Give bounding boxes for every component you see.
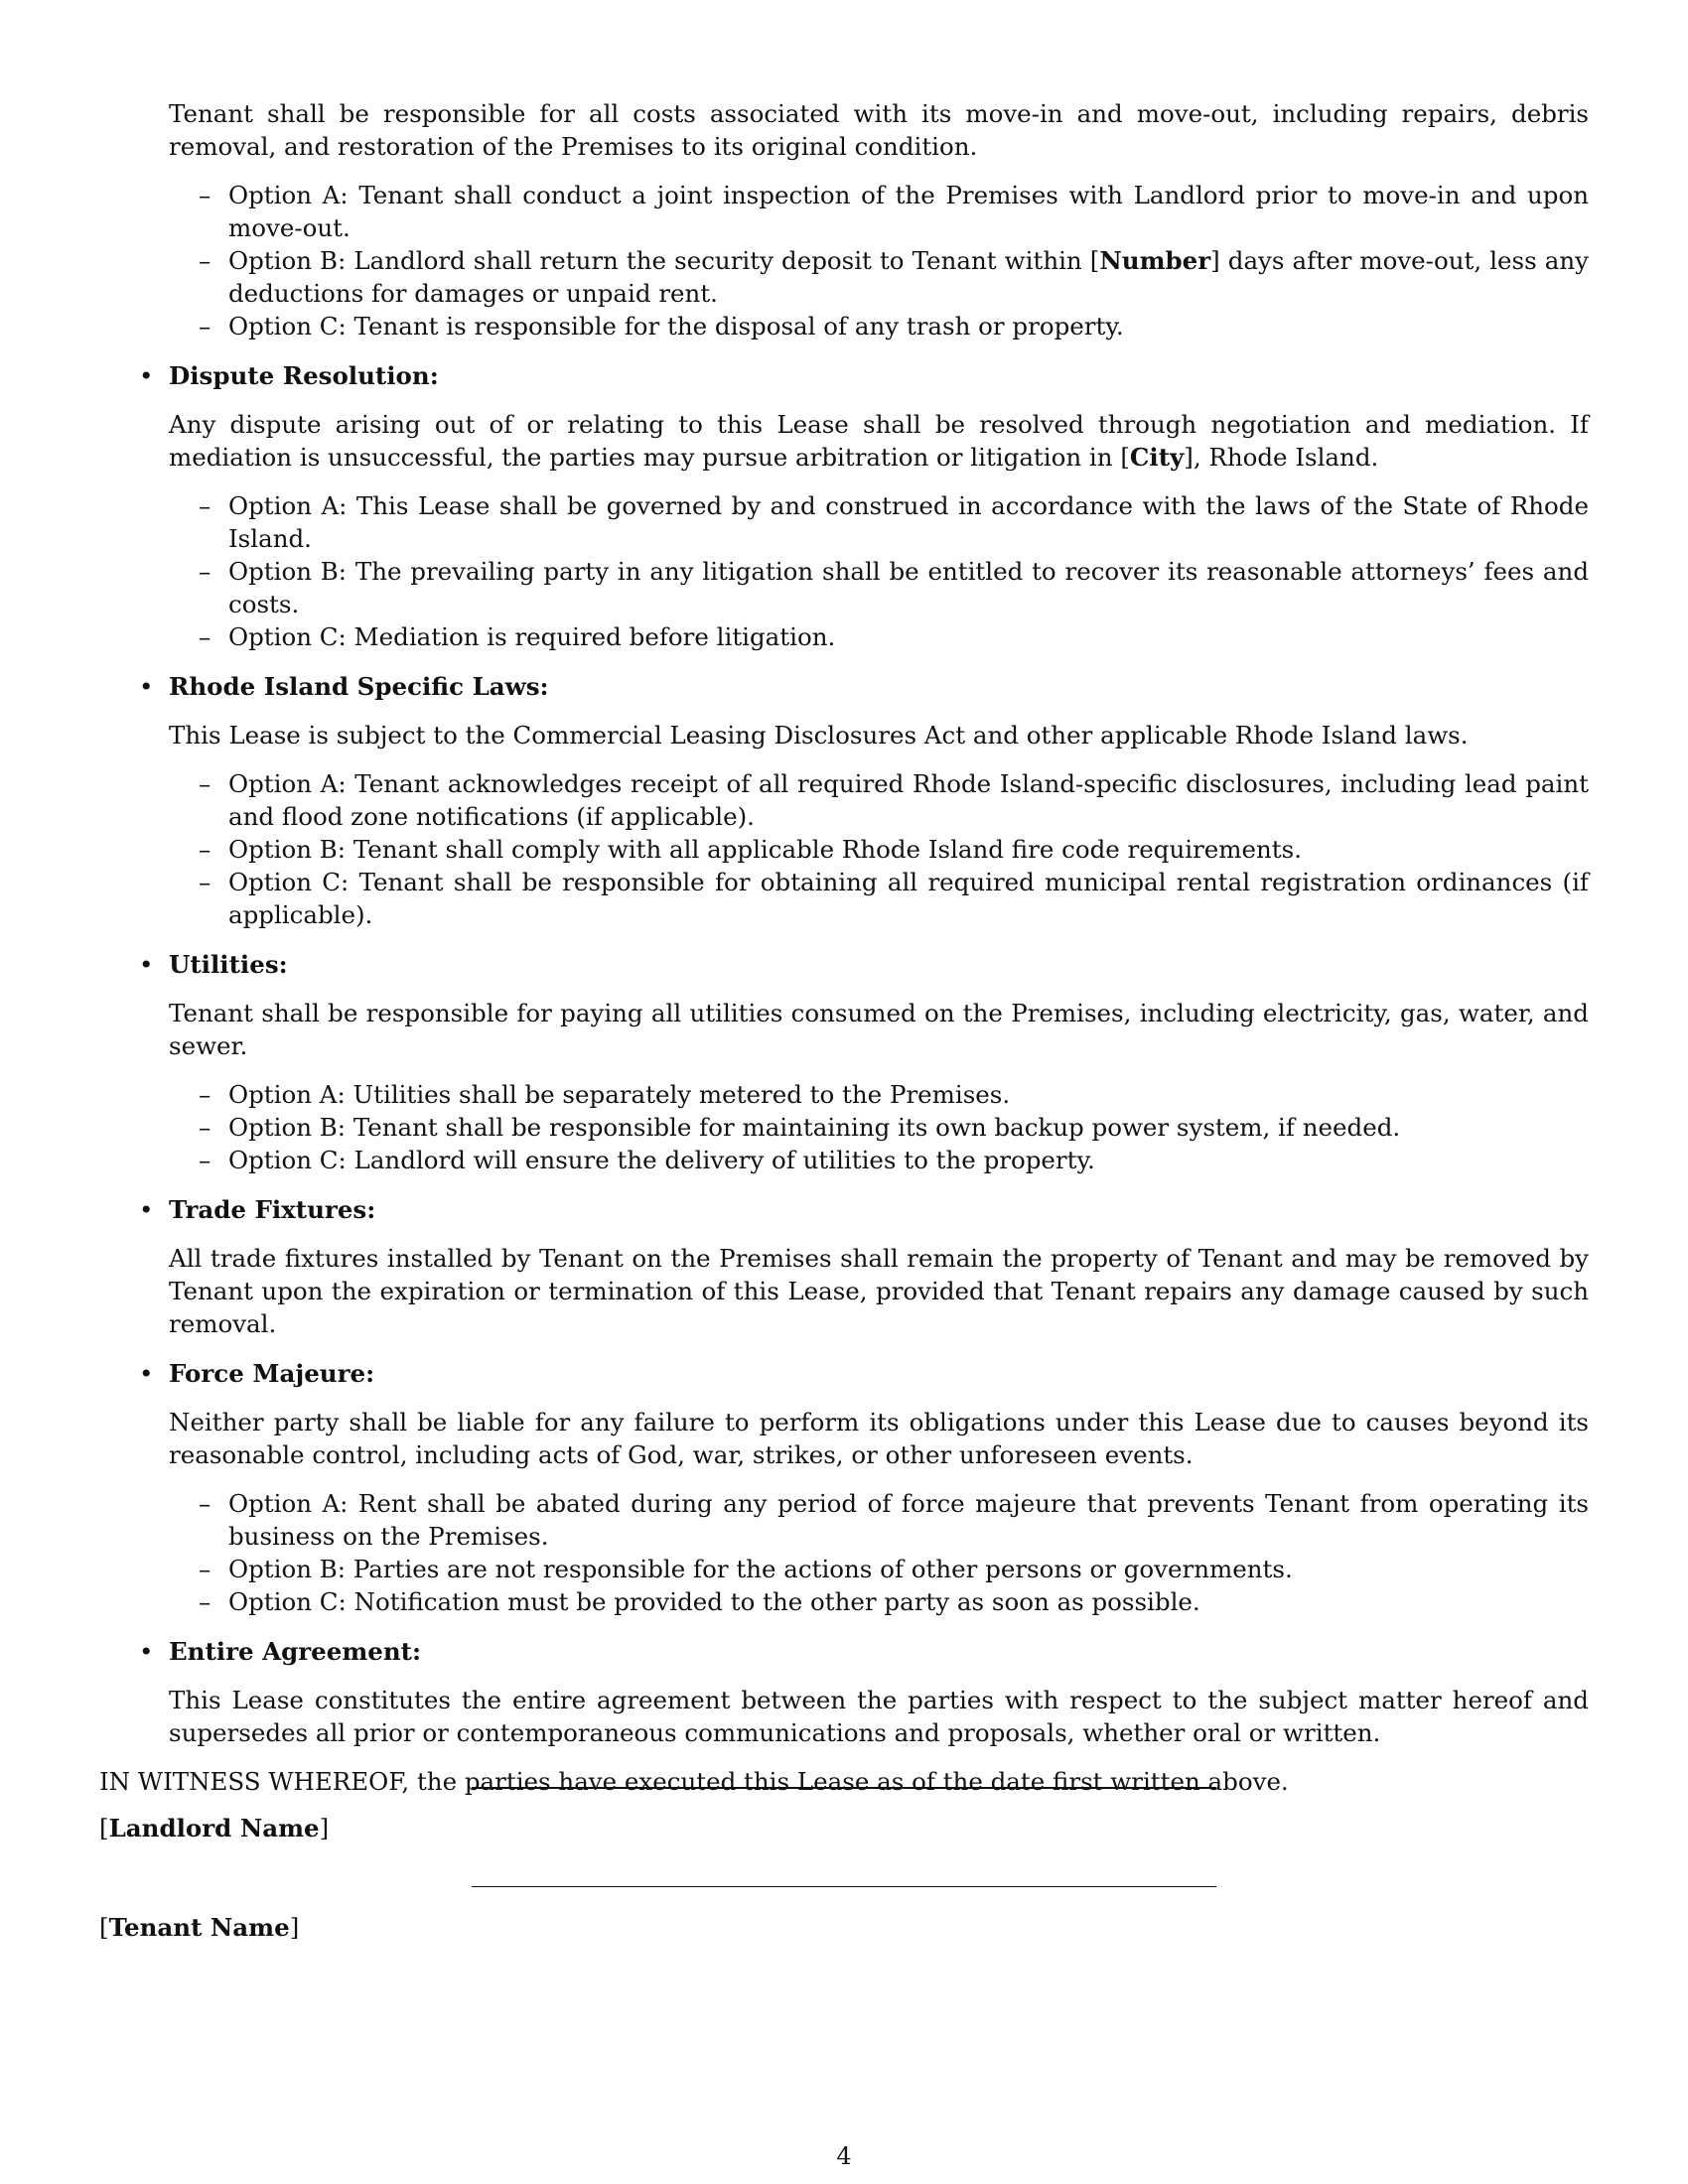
options-list	[99, 767, 1589, 931]
section-heading-trade-fixtures: • Trade Fixtures:	[139, 1195, 376, 1224]
options-list	[99, 489, 1589, 653]
option-item: – Option A: Utilities shall be separately metered to the Premises.	[199, 1080, 1011, 1109]
moveout-costs-paragraph: Tenant shall be responsible for all costs associated with its move-in and move-out, including repairs, debris removal, and restoration of the Premises to its original condition.	[169, 99, 1589, 161]
section-body: This Lease constitutes the entire agreement between the parties with respect to the subject matter hereof and supersedes all prior or contemporaneous communications and proposals, whether oral or written.	[169, 1686, 1589, 1747]
section-body: Neither party shall be liable for any failure to perform its obligations under this Lease due to causes beyond its reasonable control, including acts of God, war, strikes, or other unforeseen events.	[169, 1408, 1589, 1469]
option-item: – Option B: Parties are not responsible for the actions of other persons or governments.	[199, 1555, 1293, 1583]
options-list	[99, 1487, 1589, 1618]
option-item: – Option C: Mediation is required before litigation.	[199, 622, 836, 651]
section-body: Any dispute arising out of or relating to this Lease shall be resolved through negotiation and mediation. If mediation is unsuccessful, the parties may pursue arbitration or litigation in [City], Rhode Island.	[169, 410, 1589, 472]
tenant-name-placeholder: [Tenant Name]	[99, 1913, 300, 1942]
tenant-signature-line	[472, 1886, 1216, 1887]
section-heading-rhode-island-laws: • Rhode Island Specific Laws:	[139, 672, 549, 701]
option-item: – Option A: Tenant acknowledges receipt of all required Rhode Island-specific disclosures, including lead paint and flood zone notifications (if applicable).	[199, 769, 1589, 831]
option-item: – Option B: Tenant shall comply with all applicable Rhode Island fire code requirements.	[199, 835, 1302, 864]
section-heading-dispute-resolution: • Dispute Resolution:	[139, 361, 439, 390]
witness-clause: IN WITNESS WHEREOF, the parties have executed this Lease as of the date first written above.	[99, 1767, 1289, 1796]
option-item: – Option C: Notification must be provided to the other party as soon as possible.	[199, 1587, 1200, 1616]
page-number: 4	[836, 2142, 852, 2170]
option-item: – Option A: Tenant shall conduct a joint inspection of the Premises with Landlord prior to move-in and upon move-out.	[199, 181, 1589, 242]
option-item: – Option A: This Lease shall be governed by and construed in accordance with the laws of the State of Rhode Island.	[199, 491, 1589, 553]
option-item: – Option B: The prevailing party in any litigation shall be entitled to recover its reasonable attorneys’ fees and costs.	[199, 557, 1589, 618]
section-heading-utilities: • Utilities:	[139, 950, 288, 979]
section-body: All trade fixtures installed by Tenant on the Premises shall remain the property of Tenant and may be removed by Tenant upon the expiration or termination of this Lease, provided that Tenant repairs any damage caused by such removal.	[169, 1244, 1589, 1338]
section-body: This Lease is subject to the Commercial Leasing Disclosures Act and other applicable Rhode Island laws.	[169, 721, 1469, 750]
lease-body	[99, 97, 1589, 1798]
option-item: – Option B: Tenant shall be responsible for maintaining its own backup power system, if needed.	[199, 1113, 1401, 1142]
option-item: – Option A: Rent shall be abated during any period of force majeure that prevents Tenant from operating its business on the Premises.	[199, 1489, 1589, 1551]
option-item: – Option C: Landlord will ensure the delivery of utilities to the property.	[199, 1146, 1095, 1174]
section-heading-entire-agreement: • Entire Agreement:	[139, 1637, 422, 1666]
landlord-name-placeholder: [Landlord Name]	[99, 1814, 330, 1843]
section-body: Tenant shall be responsible for paying all utilities consumed on the Premises, including electricity, gas, water, and sewer.	[169, 999, 1589, 1060]
section-heading-force-majeure: • Force Majeure:	[139, 1359, 375, 1388]
moveout-options-list	[99, 179, 1589, 342]
option-item: – Option C: Tenant shall be responsible for obtaining all required municipal rental registration ordinances (if applicable).	[199, 868, 1589, 929]
landlord-signature-line	[472, 1787, 1216, 1789]
option-item: – Option C: Tenant is responsible for the disposal of any trash or property.	[199, 312, 1124, 341]
options-list	[99, 1078, 1589, 1176]
option-item: – Option B: Landlord shall return the security deposit to Tenant within [Number] days after move-out, less any deductions for damages or unpaid rent.	[199, 246, 1589, 308]
